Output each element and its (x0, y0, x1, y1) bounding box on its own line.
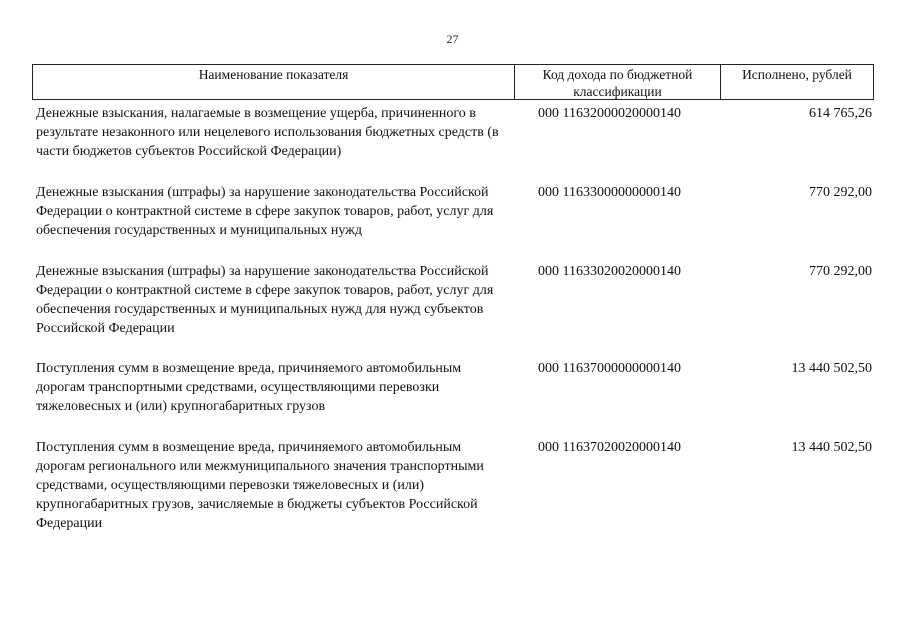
column-header-name: Наименование показателя (33, 65, 515, 99)
indicator-name: Поступления сумм в возмещение вреда, причиняемого автомобильным дорогам транспортными средствами, осуществляющими перевозки тяжеловесных и (или) крупногабаритных грузов (36, 361, 462, 414)
executed-amount: 770 292,00 (809, 264, 872, 279)
executed-amount: 13 440 502,50 (791, 361, 872, 376)
indicator-name: Поступления сумм в возмещение вреда, причиняемого автомобильным дорогам регионального или межмуниципального значения транспортными средствами, осуществляющими перевозки тяжеловесных и (или) крупногабаритных грузов, зачисляемые в бюджеты субъектов Российской Федерации (36, 440, 484, 531)
budget-code: 000 11637000000000140 (538, 361, 681, 376)
indicator-name: Денежные взыскания (штрафы) за нарушение законодательства Российской Федерации о контрактной системе в сфере закупок товаров, работ, услуг для обеспечения государственных и муниципальных нужд для нужд субъектов Российской Федерации (36, 264, 494, 336)
table-header (32, 64, 874, 100)
budget-code: 000 11637020020000140 (538, 440, 681, 455)
page-number: 27 (446, 32, 459, 46)
budget-code: 000 11633020020000140 (538, 264, 681, 279)
column-header-amount: Исполнено, рублей (742, 67, 852, 82)
budget-code: 000 11633000000000140 (538, 185, 681, 200)
column-header-code: Код дохода по бюджетной классификации (515, 65, 721, 99)
executed-amount: 13 440 502,50 (791, 440, 872, 455)
indicator-name: Денежные взыскания (штрафы) за нарушение законодательства Российской Федерации о контрактной системе в сфере закупок товаров, работ, услуг для обеспечения государственных и муниципальных нужд (36, 185, 494, 238)
executed-amount: 614 765,26 (809, 106, 872, 121)
budget-code: 000 11632000020000140 (538, 106, 681, 121)
indicator-name: Денежные взыскания, налагаемые в возмещение ущерба, причиненного в результате незаконного или нецелевого использования бюджетных средств (в части бюджетов субъектов Российской Федерации) (36, 106, 499, 159)
executed-amount: 770 292,00 (809, 185, 872, 200)
